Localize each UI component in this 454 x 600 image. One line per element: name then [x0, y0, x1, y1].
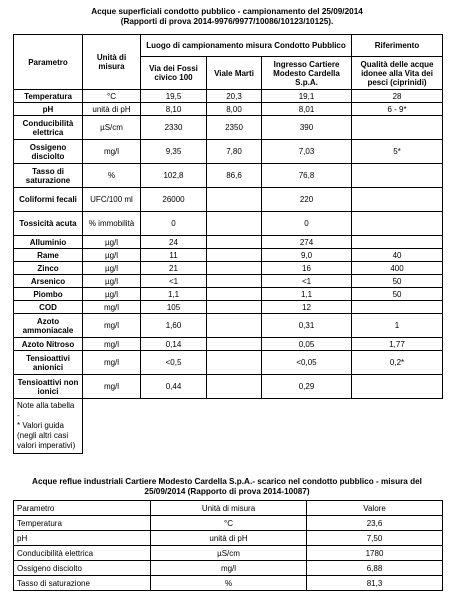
t2-header-unita: Unità di misura [151, 501, 307, 516]
table-row [14, 546, 443, 561]
site1-value: 1,60 [141, 314, 207, 338]
table-row [14, 314, 443, 338]
unit-cell: mg/l [83, 375, 141, 399]
table1-title-line1: Acque superficiali condotto pubblico - campionamento del 25/09/2014 [91, 7, 363, 16]
header-site3: Ingresso Cartiere Modesto Cardella S.p.A. [262, 57, 352, 90]
site2-value [207, 338, 262, 351]
unit-cell: mg/l [83, 351, 141, 375]
site3-value: 0,31 [262, 314, 352, 338]
unit-cell: µg/l [83, 262, 141, 275]
reference-value [352, 375, 443, 399]
site2-value [207, 375, 262, 399]
site1-value: 0,44 [141, 375, 207, 399]
param-cell: Temperatura [14, 516, 151, 531]
site2-value [207, 301, 262, 314]
table2-title [0, 477, 454, 497]
unit-cell: % immobilità [83, 212, 141, 236]
table-row [14, 561, 443, 576]
site3-value: 7,03 [262, 140, 352, 164]
notes-spacer [207, 399, 262, 454]
notes-spacer [262, 399, 352, 454]
param-cell: COD [14, 301, 83, 314]
site1-value: 21 [141, 262, 207, 275]
table-row [14, 212, 443, 236]
header-site1: Via dei Fossi civico 100 [141, 57, 207, 90]
notes-spacer [83, 399, 141, 454]
site2-value: 86,6 [207, 164, 262, 188]
site3-value: 274 [262, 236, 352, 249]
unit-cell: mg/l [151, 561, 307, 576]
table2-title-line2: 25/09/2014 (Rapporto di prova 2014-10087) [144, 487, 310, 496]
notes-spacer [352, 399, 443, 454]
reference-value: 28 [352, 90, 443, 103]
t2-header-valore: Valore [307, 501, 443, 516]
table1-title [0, 7, 454, 27]
site3-value: 16 [262, 262, 352, 275]
table-row [14, 301, 443, 314]
site1-value: 8,10 [141, 103, 207, 116]
table-row [14, 90, 443, 103]
notes-spacer [141, 399, 207, 454]
value-cell: 23,6 [307, 516, 443, 531]
site1-value: 1,1 [141, 288, 207, 301]
unit-cell: °C [151, 516, 307, 531]
param-cell: Coliformi fecali [14, 188, 83, 212]
table-row [14, 140, 443, 164]
param-cell: Ossigeno disciolto [14, 140, 83, 164]
reference-value [352, 116, 443, 140]
table-row [14, 249, 443, 262]
table-row [14, 351, 443, 375]
header-luogo: Luogo di campionamento misura Condotto Pubblico [141, 35, 352, 57]
site1-value: 24 [141, 236, 207, 249]
site2-value: 8,00 [207, 103, 262, 116]
param-cell: Conducibilità elettrica [14, 116, 83, 140]
table-row [14, 516, 443, 531]
site1-value: 2330 [141, 116, 207, 140]
table-row [14, 262, 443, 275]
site1-value: 9,35 [141, 140, 207, 164]
site1-value: 102,8 [141, 164, 207, 188]
site3-value: 390 [262, 116, 352, 140]
reference-value: 1,77 [352, 338, 443, 351]
site1-value: 0 [141, 212, 207, 236]
industrial-wastewater-table [13, 500, 443, 591]
table2-title-line1: Acque reflue industriali Cartiere Modesto Cardella S.p.A.- scarico nel condotto pubblico - misura del [32, 477, 422, 486]
reference-value: 0,2* [352, 351, 443, 375]
site2-value: 7,80 [207, 140, 262, 164]
site2-value [207, 188, 262, 212]
unit-cell: µg/l [83, 236, 141, 249]
reference-value: 5* [352, 140, 443, 164]
site1-value: 19,5 [141, 90, 207, 103]
unit-cell: % [151, 576, 307, 591]
site2-value [207, 236, 262, 249]
unit-cell: unità di pH [151, 531, 307, 546]
unit-cell: mg/l [83, 338, 141, 351]
header-reference: Qualità delle acque idonee alla Vita dei pesci (ciprinidi) [352, 57, 443, 90]
site3-value: 9,0 [262, 249, 352, 262]
header-riferimento: Riferimento [352, 35, 443, 57]
unit-cell: °C [83, 90, 141, 103]
value-cell: 1780 [307, 546, 443, 561]
unit-cell: mg/l [83, 314, 141, 338]
header-unita: Unità di misura [83, 35, 141, 90]
param-cell: Tensioattivi non ionici [14, 375, 83, 399]
site1-value: <1 [141, 275, 207, 288]
value-cell: 6,88 [307, 561, 443, 576]
param-cell: Tasso di saturazione [14, 164, 83, 188]
site2-value [207, 351, 262, 375]
table-row [14, 236, 443, 249]
site1-value: 105 [141, 301, 207, 314]
site1-value: 11 [141, 249, 207, 262]
reference-value: 6 - 9* [352, 103, 443, 116]
reference-value [352, 212, 443, 236]
param-cell: Azoto ammoniacale [14, 314, 83, 338]
site2-value [207, 212, 262, 236]
unit-cell: µS/cm [83, 116, 141, 140]
reference-value [352, 301, 443, 314]
site3-value: 19,1 [262, 90, 352, 103]
param-cell: Tasso di saturazione [14, 576, 151, 591]
note-line1: Note alla tabella - [17, 401, 75, 420]
unit-cell: mg/l [83, 140, 141, 164]
reference-value: 50 [352, 275, 443, 288]
reference-value: 400 [352, 262, 443, 275]
table-row [14, 275, 443, 288]
header-parametro: Parametro [14, 35, 83, 90]
param-cell: Tensioattivi anionici [14, 351, 83, 375]
param-cell: Arsenico [14, 275, 83, 288]
site3-value: 1,1 [262, 288, 352, 301]
site3-value: 220 [262, 188, 352, 212]
site2-value [207, 314, 262, 338]
reference-value [352, 188, 443, 212]
reference-value: 40 [352, 249, 443, 262]
table-row [14, 531, 443, 546]
param-cell: Azoto Nitroso [14, 338, 83, 351]
table-row [14, 188, 443, 212]
site2-value: 20,3 [207, 90, 262, 103]
param-cell: Zinco [14, 262, 83, 275]
unit-cell: mg/l [83, 301, 141, 314]
param-cell: pH [14, 531, 151, 546]
unit-cell: µS/cm [151, 546, 307, 561]
table-row [14, 576, 443, 591]
param-cell: Ossigeno disciolto [14, 561, 151, 576]
unit-cell: µg/l [83, 288, 141, 301]
site3-value: 12 [262, 301, 352, 314]
site3-value: <1 [262, 275, 352, 288]
reference-value [352, 236, 443, 249]
table-notes [14, 399, 83, 454]
value-cell: 7,50 [307, 531, 443, 546]
site1-value: 26000 [141, 188, 207, 212]
table-row [14, 375, 443, 399]
unit-cell: µg/l [83, 275, 141, 288]
note-line2: * Valori guida (negli altri casi valori imperativi) [17, 421, 76, 450]
site3-value: 8,01 [262, 103, 352, 116]
table-row [14, 338, 443, 351]
param-cell: Rame [14, 249, 83, 262]
table-row [14, 103, 443, 116]
param-cell: pH [14, 103, 83, 116]
table-row [14, 288, 443, 301]
site3-value: <0,05 [262, 351, 352, 375]
header-site2: Viale Marti [207, 57, 262, 90]
site1-value: <0,5 [141, 351, 207, 375]
table-row [14, 116, 443, 140]
param-cell: Tossicità acuta [14, 212, 83, 236]
site3-value: 76,8 [262, 164, 352, 188]
param-cell: Temperatura [14, 90, 83, 103]
table1-title-line2: (Rapporti di prova 2014-9976/9977/10086/10123/10125). [120, 17, 334, 26]
param-cell: Conducibilità elettrica [14, 546, 151, 561]
reference-value: 50 [352, 288, 443, 301]
param-cell: Piombo [14, 288, 83, 301]
param-cell: Alluminio [14, 236, 83, 249]
site2-value: 2350 [207, 116, 262, 140]
unit-cell: µg/l [83, 249, 141, 262]
t2-header-parametro: Parametro [14, 501, 151, 516]
site2-value [207, 262, 262, 275]
site3-value: 0,05 [262, 338, 352, 351]
value-cell: 81,3 [307, 576, 443, 591]
unit-cell: unità di pH [83, 103, 141, 116]
site2-value [207, 249, 262, 262]
notes-row [14, 399, 443, 454]
reference-value [352, 164, 443, 188]
site2-value [207, 288, 262, 301]
site2-value [207, 275, 262, 288]
site1-value: 0,14 [141, 338, 207, 351]
site3-value: 0 [262, 212, 352, 236]
reference-value: 1 [352, 314, 443, 338]
unit-cell: % [83, 164, 141, 188]
site3-value: 0,29 [262, 375, 352, 399]
table-row [14, 164, 443, 188]
unit-cell: UFC/100 ml [83, 188, 141, 212]
surface-water-table [13, 34, 443, 454]
